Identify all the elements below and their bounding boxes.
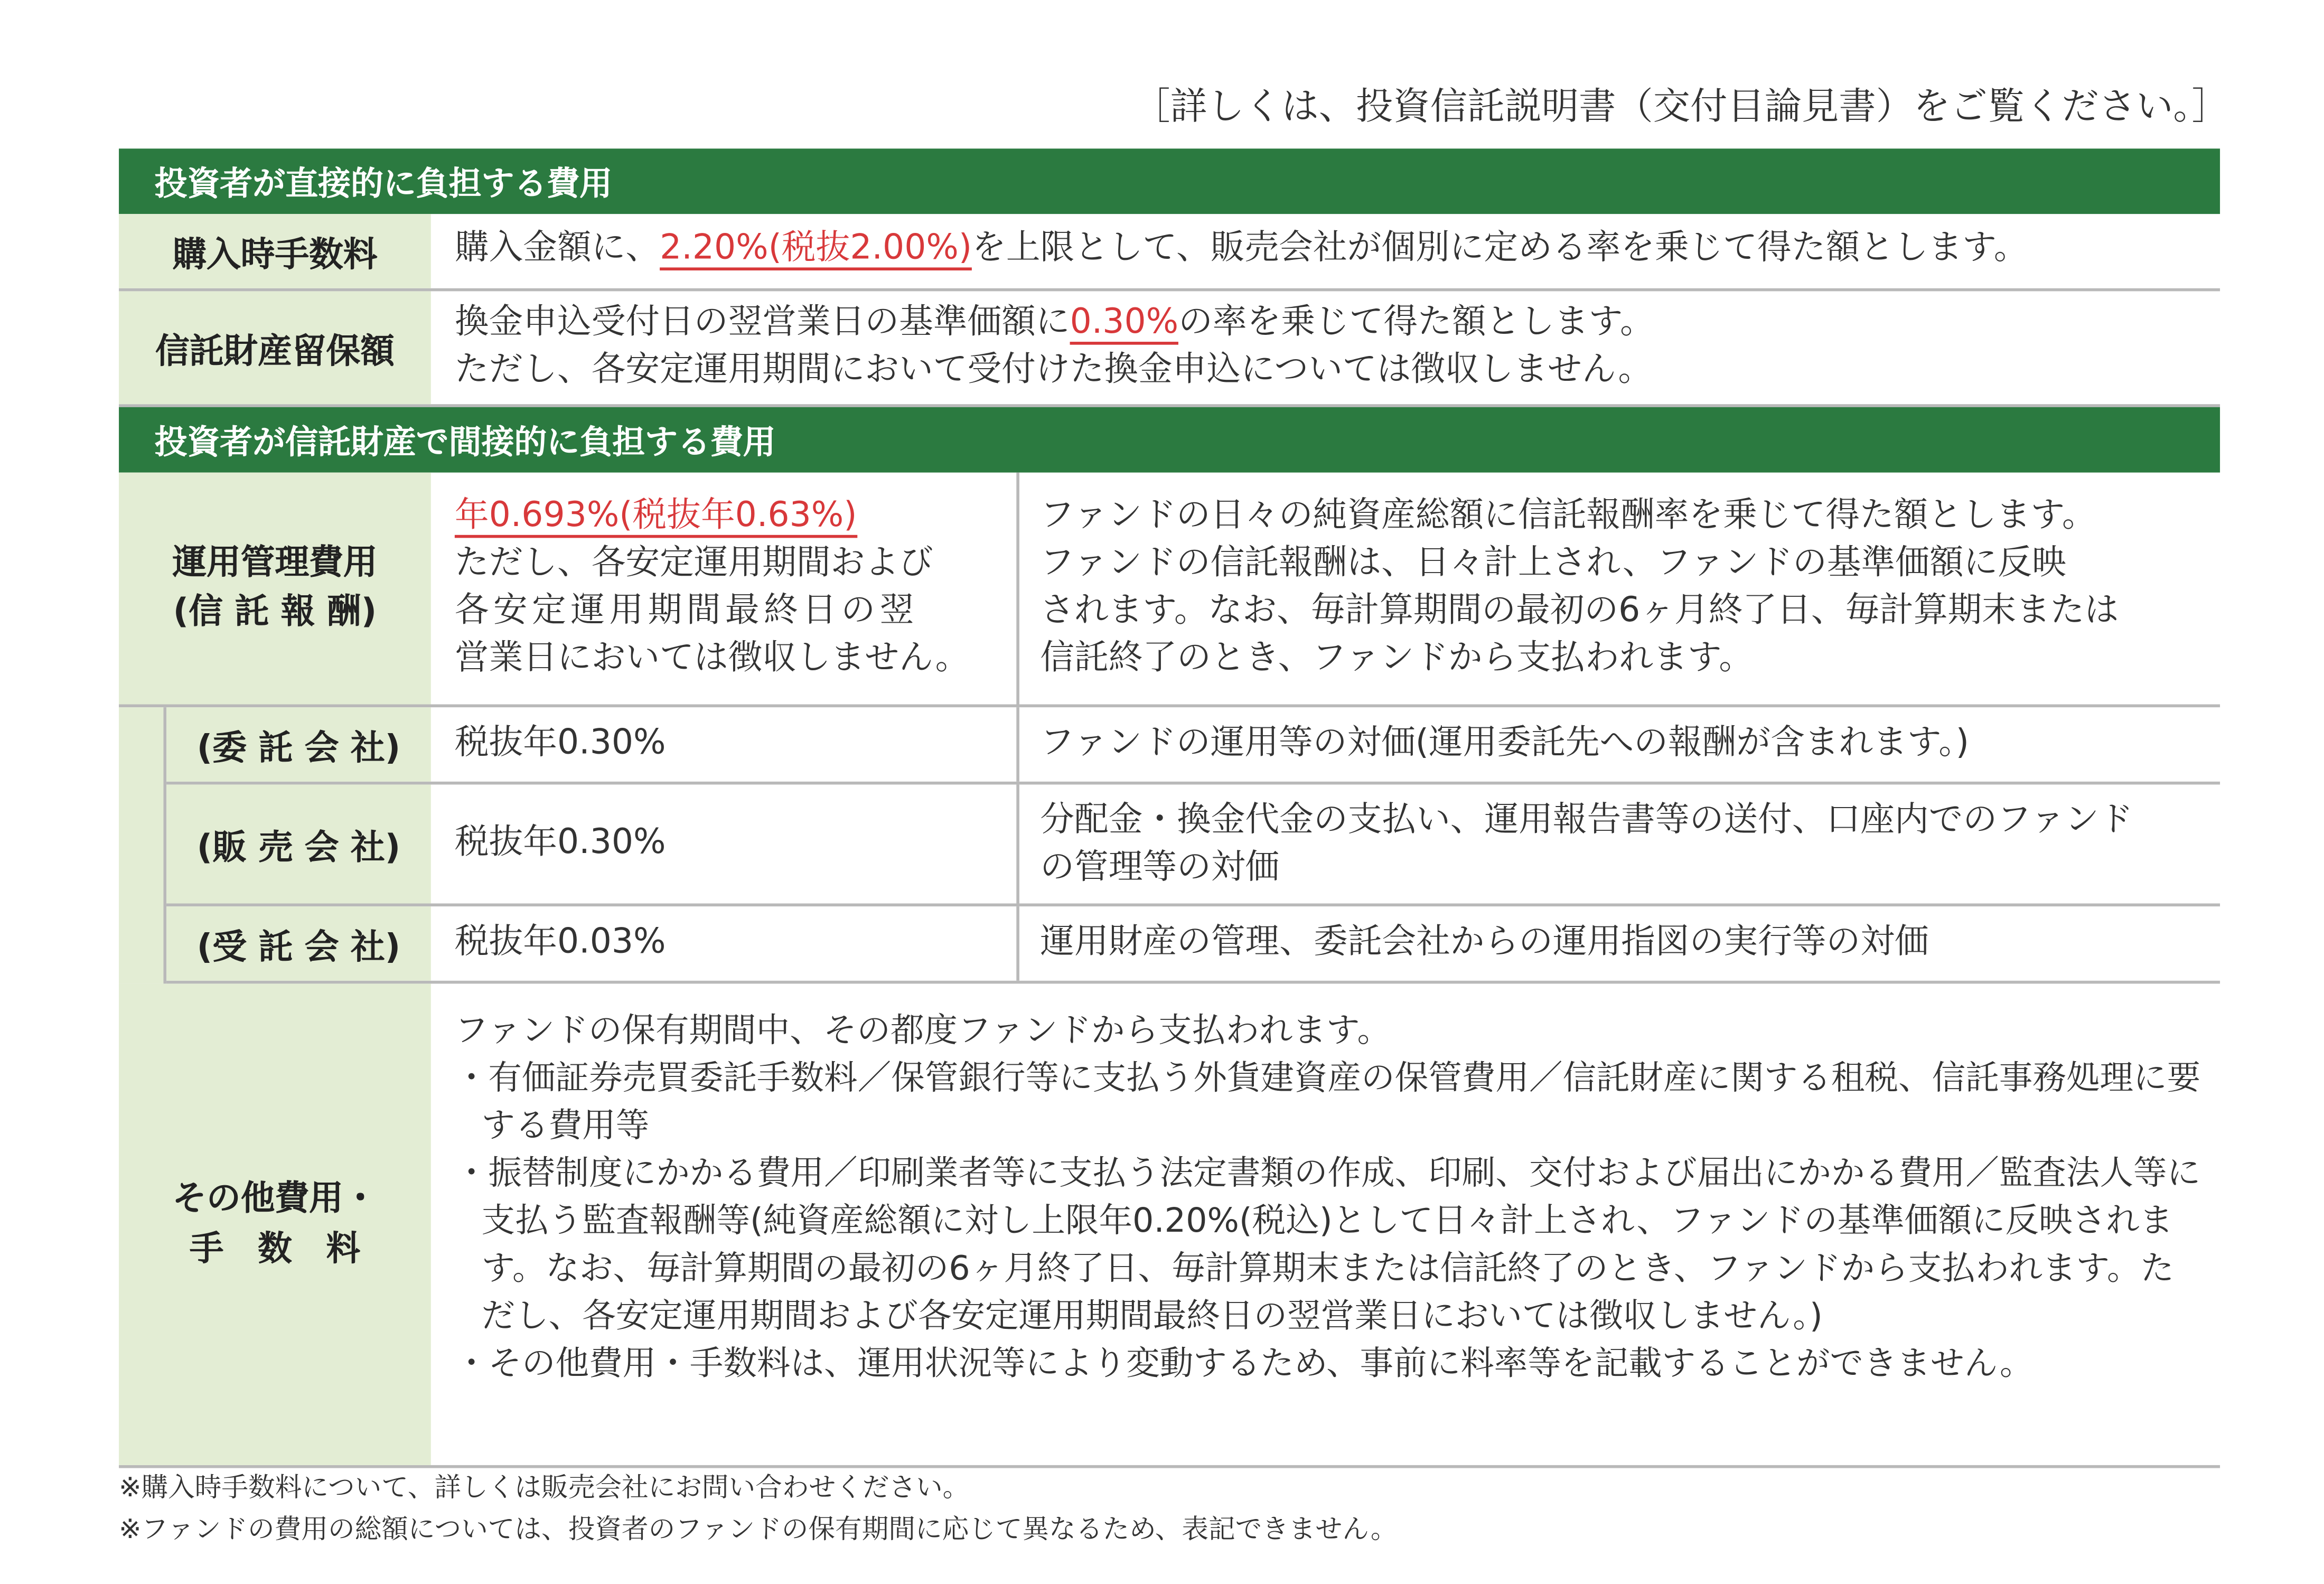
reserve-line2: ただし、各安定運用期間において受付けた換金申込については徴収しません。 bbox=[454, 350, 1653, 390]
management-fee-label-line2: (信 託 報 酬) bbox=[173, 593, 377, 632]
footnote-purchase: ※購入時手数料について、詳しくは販売会社にお問い合わせください。 bbox=[119, 1472, 970, 1504]
purchase-max-rate: 2.20%(税抜2.00%) bbox=[660, 229, 972, 270]
trustee-desc-1: 運用財産の管理、委託会社からの運用指図の実行等の対価 bbox=[1040, 923, 1929, 962]
management-fee-desc-4: 信託終了のとき、ファンドから支払われます。 bbox=[1040, 639, 1754, 678]
other-fees-intro: ファンドの保有期間中、その都度ファンドから支払われます。 bbox=[454, 1011, 1391, 1051]
row-other-fees bbox=[119, 983, 2220, 1468]
other-fees-bullet-2: ・振替制度にかかる費用／印刷業者等に支払う法定書類の作成、印刷、交付および届出にかかる費用／監査法人等に支払う監査報酬等(純資産総額に対し上限年0.20%(税込)として日々計上され、ファンドの基準価額に反映されます。なお、毎計算期間の最初の6ヶ月終了日、毎計算期末または信託終了のとき、ファンドから支払われます。ただし、各安定運用期間および各安定運用期間最終日の翌営業日においては徴収しません。) bbox=[454, 1154, 2201, 1336]
reserve-post: の率を乗じて得た額とします。 bbox=[1178, 303, 1654, 342]
management-company-desc bbox=[1016, 707, 2220, 782]
other-fees-label-line2: 手 数 料 bbox=[189, 1230, 361, 1269]
other-fees-bullet-1: ・有価証券売買委託手数料／保管銀行等に支払う外貨建資産の保管費用／信託財産に関する租税、信託事務処理に要する費用等 bbox=[454, 1059, 2201, 1146]
other-fees-label bbox=[119, 983, 431, 1465]
trust-reserve-label: 信託財産留保額 bbox=[119, 291, 431, 404]
management-company-rate: 税抜年0.30% bbox=[454, 724, 666, 763]
row-trustee bbox=[166, 906, 2220, 983]
distributor-desc-1: 分配金・換金代金の支払い、運用報告書等の送付、口座内でのファンド bbox=[1040, 801, 2133, 840]
reference-note: ［詳しくは、投資信託説明書（交付目論見書）をご覧ください。］ bbox=[1133, 85, 2229, 128]
reserve-rate: 0.30% bbox=[1070, 303, 1179, 345]
purchase-post: を上限として、販売会社が個別に定める率を乗じて得た額とします。 bbox=[972, 229, 2028, 268]
purchase-fee-label: 購入時手数料 bbox=[119, 214, 431, 288]
distributor-label: (販 売 会 社) bbox=[166, 784, 431, 903]
management-fee-desc-2: ファンドの信託報酬は、日々計上され、ファンドの基準価額に反映 bbox=[1040, 543, 2066, 583]
purchase-fee-text bbox=[431, 214, 2028, 288]
row-purchase-fee bbox=[119, 214, 2220, 291]
row-trust-reserve bbox=[119, 291, 2220, 407]
management-fee-desc-3: されます。なお、毎計算期間の最初の6ヶ月終了日、毎計算期末または bbox=[1040, 591, 2119, 630]
footnote-total-cost: ※ファンドの費用の総額については、投資者のファンドの保有期間に応じて異なるため、表記できません。 bbox=[119, 1514, 1398, 1545]
fee-table bbox=[119, 148, 2220, 1468]
distributor-desc-2: の管理等の対価 bbox=[1040, 848, 1280, 887]
trustee-label: (受 託 会 社) bbox=[166, 906, 431, 981]
management-fee-rate bbox=[431, 473, 1016, 705]
management-company-label: (委 託 会 社) bbox=[166, 707, 431, 782]
management-fee-note-2: 各安定運用期間最終日の翌 bbox=[454, 591, 919, 630]
row-management-fee bbox=[119, 473, 2220, 708]
management-fee-note-1: ただし、各安定運用期間および bbox=[454, 543, 933, 583]
management-company-desc-1: ファンドの運用等の対価(運用委託先への報酬が含まれます。) bbox=[1040, 724, 1970, 763]
management-fee-desc-1: ファンドの日々の純資産総額に信託報酬率を乗じて得た額とします。 bbox=[1040, 496, 2096, 535]
management-fee-total-rate: 年0.693%(税抜年0.63%) bbox=[455, 496, 857, 538]
trustee-desc bbox=[1016, 906, 2220, 981]
section-header-direct: 投資者が直接的に負担する費用 bbox=[119, 148, 2220, 214]
other-fees-text bbox=[431, 983, 2220, 1465]
management-fee-desc bbox=[1016, 473, 2220, 705]
distributor-desc bbox=[1016, 784, 2220, 903]
distributor-rate: 税抜年0.30% bbox=[454, 823, 666, 862]
management-fee-note-3: 営業日においては徴収しません。 bbox=[454, 639, 970, 678]
management-fee-label bbox=[119, 473, 431, 705]
management-fee-label-line1: 運用管理費用 bbox=[172, 543, 378, 583]
purchase-pre: 購入金額に、 bbox=[454, 229, 660, 268]
other-fees-bullet-3: ・その他費用・手数料は、運用状況等により変動するため、事前に料率等を記載することができません。 bbox=[454, 1345, 2034, 1384]
section-header-indirect: 投資者が信託財産で間接的に負担する費用 bbox=[119, 407, 2220, 473]
breakdown-rows bbox=[163, 707, 2220, 983]
fee-breakdown-group bbox=[119, 707, 2220, 983]
row-distributor bbox=[166, 784, 2220, 906]
trustee-rate: 税抜年0.03% bbox=[454, 923, 666, 962]
other-fees-label-line1: その他費用・ bbox=[172, 1179, 378, 1219]
breakdown-indent bbox=[119, 707, 163, 983]
reserve-pre: 換金申込受付日の翌営業日の基準価額に bbox=[454, 303, 1070, 342]
row-management-company bbox=[166, 707, 2220, 784]
trust-reserve-text bbox=[431, 291, 1654, 404]
